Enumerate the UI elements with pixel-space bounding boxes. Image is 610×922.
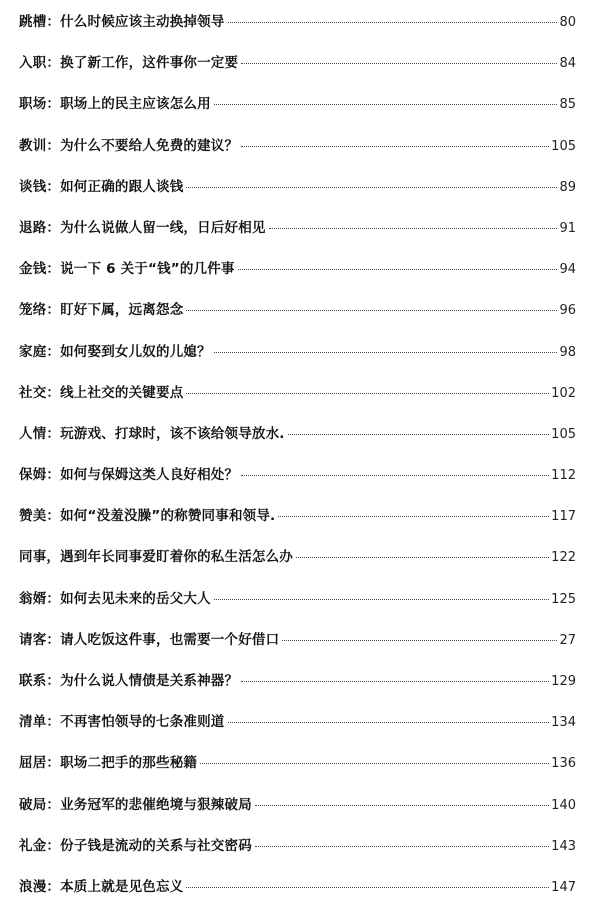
entry-title: 社交：线上社交的关键要点 xyxy=(19,384,184,401)
entry-title: 职场：职场上的民主应该怎么用 xyxy=(19,96,211,113)
dot-leader xyxy=(186,187,557,188)
page-number: 140 xyxy=(551,797,576,813)
page-number: 112 xyxy=(551,468,576,484)
dot-leader xyxy=(214,104,558,105)
page-number: 105 xyxy=(551,138,576,154)
dot-leader xyxy=(228,22,558,23)
toc-entry[interactable] xyxy=(19,208,576,249)
page-number: 136 xyxy=(551,756,576,772)
toc-entry[interactable] xyxy=(19,332,576,373)
dot-leader xyxy=(241,63,557,64)
entry-title: 破局：业务冠军的悲催绝境与狠辣破局 xyxy=(19,796,252,813)
entry-title: 金钱：说一下 6 关于“钱”的几件事 xyxy=(19,261,235,278)
page-number: 105 xyxy=(551,426,576,442)
entry-title: 同事，遇到年长同事爱盯着你的私生活怎么办 xyxy=(19,549,293,566)
toc-entry[interactable] xyxy=(19,785,576,826)
toc-entry[interactable] xyxy=(19,579,576,620)
toc-entry[interactable] xyxy=(19,249,576,290)
dot-leader xyxy=(186,393,549,394)
entry-title: 赞美：如何“没羞没臊”的称赞同事和领导. xyxy=(19,508,276,525)
toc-entry[interactable] xyxy=(19,84,576,125)
dot-leader xyxy=(296,557,549,558)
page-number: 117 xyxy=(551,509,576,525)
toc-entry[interactable] xyxy=(19,126,576,167)
dot-leader xyxy=(214,352,558,353)
entry-title: 请客：请人吃饭这件事，也需要一个好借口 xyxy=(19,631,280,648)
toc-entry[interactable] xyxy=(19,2,576,43)
dot-leader xyxy=(269,228,558,229)
dot-leader xyxy=(241,146,549,147)
dot-leader xyxy=(214,599,549,600)
toc-entry[interactable] xyxy=(19,537,576,578)
entry-title: 翁婿：如何去见未来的岳父大人 xyxy=(19,590,211,607)
dot-leader xyxy=(255,805,549,806)
page-number: 98 xyxy=(559,344,576,360)
entry-title: 清单：不再害怕领导的七条准则道 xyxy=(19,714,225,731)
page-number: 94 xyxy=(559,262,576,278)
page-number: 147 xyxy=(551,879,576,895)
page-number: 80 xyxy=(559,15,576,30)
page-number: 102 xyxy=(551,385,576,401)
entry-title: 谈钱：如何正确的跟人谈钱 xyxy=(19,178,184,195)
page-number: 129 xyxy=(551,674,576,689)
toc-entry[interactable] xyxy=(19,414,576,455)
page-number: 89 xyxy=(559,179,576,195)
entry-title: 笼络：盯好下属，远离怨念 xyxy=(19,302,184,319)
dot-leader xyxy=(241,475,549,476)
dot-leader xyxy=(200,763,549,764)
entry-title: 教训：为什么不要给人免费的建议？ xyxy=(19,137,239,154)
dot-leader xyxy=(241,681,549,682)
entry-title: 退路：为什么说做人留一线，日后好相见 xyxy=(19,219,266,236)
page-number: 85 xyxy=(559,97,576,113)
page-number: 96 xyxy=(559,303,576,319)
dot-leader xyxy=(186,887,549,888)
toc-entry[interactable] xyxy=(19,290,576,331)
dot-leader xyxy=(278,516,549,517)
page-number: 125 xyxy=(551,591,576,607)
toc-entry[interactable] xyxy=(19,373,576,414)
toc-entry[interactable] xyxy=(19,43,576,84)
entry-title: 礼金：份子钱是流动的关系与社交密码 xyxy=(19,837,252,854)
entry-title: 屈居：职场二把手的那些秘籍 xyxy=(19,755,198,772)
entry-title: 人情：玩游戏、打球时，该不该给领导放水. xyxy=(19,425,285,442)
dot-leader xyxy=(238,269,558,270)
entry-title: 联系：为什么说人情债是关系神器？ xyxy=(19,673,239,689)
dot-leader xyxy=(282,640,557,641)
entry-title: 保姆：如何与保姆这类人良好相处？ xyxy=(19,467,239,484)
entry-title: 家庭：如何娶到女儿奴的儿媳？ xyxy=(19,343,211,360)
toc-entry[interactable] xyxy=(19,455,576,496)
dot-leader xyxy=(186,310,557,311)
toc-entry[interactable] xyxy=(19,867,576,908)
page-number: 134 xyxy=(551,715,576,731)
entry-title: 跳槽：什么时候应该主动换掉领导 xyxy=(19,14,225,30)
toc-entry[interactable] xyxy=(19,826,576,867)
page-number: 122 xyxy=(551,550,576,566)
entry-title: 浪漫：本质上就是见色忘义 xyxy=(19,878,184,895)
page-number: 84 xyxy=(559,56,576,72)
toc-entry[interactable] xyxy=(19,496,576,537)
dot-leader xyxy=(228,722,550,723)
toc-entry[interactable] xyxy=(19,620,576,661)
toc-entry[interactable] xyxy=(19,702,576,743)
dot-leader xyxy=(288,434,550,435)
table-of-contents xyxy=(19,2,576,908)
toc-entry[interactable] xyxy=(19,661,576,702)
toc-entry[interactable] xyxy=(19,167,576,208)
page-number: 27 xyxy=(559,632,576,648)
entry-title: 入职：换了新工作，这件事你一定要 xyxy=(19,55,239,72)
page-number: 143 xyxy=(551,838,576,854)
page-number: 91 xyxy=(559,220,576,236)
toc-entry[interactable] xyxy=(19,743,576,784)
dot-leader xyxy=(255,846,549,847)
